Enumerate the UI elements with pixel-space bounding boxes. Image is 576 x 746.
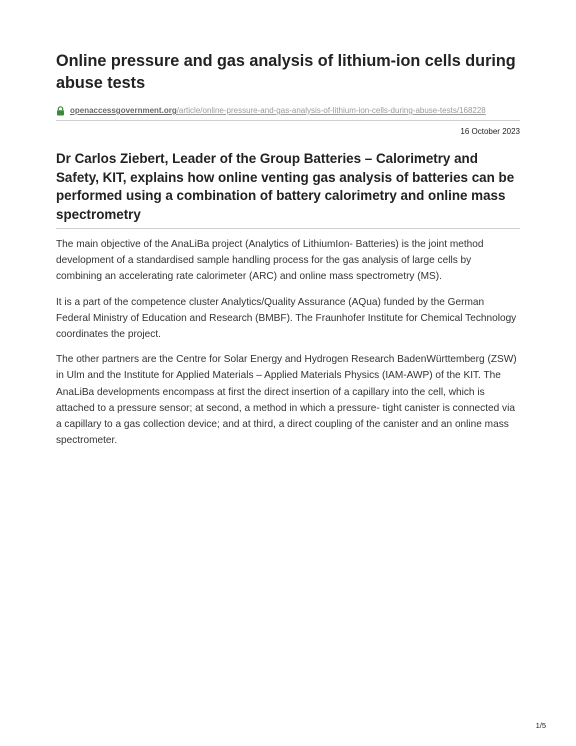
- article-title: Online pressure and gas analysis of lithium-ion cells during abuse tests: [56, 52, 516, 92]
- header-divider: [56, 120, 520, 121]
- lock-icon: [56, 106, 65, 116]
- page-number: 1/5: [535, 721, 546, 730]
- article-subheading: Dr Carlos Ziebert, Leader of the Group Batteries – Calorimetry and Safety, KIT, explains how online venting gas analysis of batteries can be performed using a combination of battery calorimetry and online mass spectrometry: [56, 151, 515, 222]
- article-date: 16 October 2023: [460, 127, 520, 136]
- source-path-link[interactable]: /article/online-pressure-and-gas-analysis-of-lithium-ion-cells-during-abuse-tests/168228: [176, 106, 486, 115]
- body-paragraph: The other partners are the Centre for Solar Energy and Hydrogen Research BadenWürttemberg (ZSW) in Ulm and the Institute for Applied Materials – Applied Materials Physics (IAM-AWP) of the KIT. The AnaLiBa developments encompass at first the direct insertion of a capillary into the cell, which is attached to a pressure sensor; at second, a method in which a pressure- tight canister is connected via a capillary to a gas collection device; and at third, a direct coupling of the canister and an online mass spectrometer.: [56, 354, 517, 447]
- body-paragraph: The main objective of the AnaLiBa project (Analytics of LithiumIon- Batteries) is the joint method development of a standardised sample handling process for the gas analysis of large cells by combining an accelerating rate calorimeter (ARC) and online mass spectrometry (MS).: [56, 239, 484, 283]
- article: [56, 50, 520, 449]
- body-paragraph: It is a part of the competence cluster Analytics/Quality Assurance (AQua) funded by the German Federal Ministry of Education and Research (BMBF). The Fraunhofer Institute for Chemical Technology coordinates the project.: [56, 296, 517, 341]
- article-body: [56, 237, 520, 449]
- source-domain-link[interactable]: openaccessgovernment.org: [70, 106, 177, 115]
- source-link-row: [56, 104, 520, 117]
- subheading-divider: [56, 228, 520, 229]
